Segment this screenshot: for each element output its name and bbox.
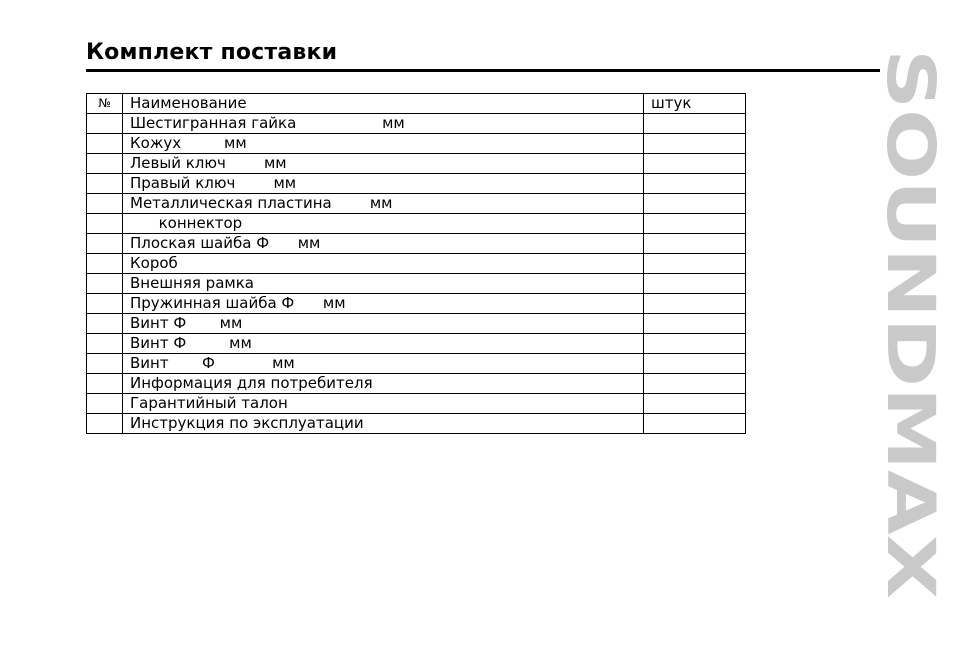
row-quantity-cell <box>644 154 746 174</box>
row-name-cell: Металлическая пластина мм <box>123 194 644 214</box>
row-name-cell: Пружинная шайба Ф мм <box>123 294 644 314</box>
row-number-cell <box>87 174 123 194</box>
table-row <box>87 154 746 174</box>
row-quantity-cell <box>644 234 746 254</box>
row-name-cell: Правый ключ мм <box>123 174 644 194</box>
row-number-cell <box>87 154 123 174</box>
table-row <box>87 414 746 434</box>
row-quantity-cell <box>644 354 746 374</box>
row-number-cell <box>87 394 123 414</box>
page-title: Комплект поставки <box>86 40 338 65</box>
row-number-cell <box>87 274 123 294</box>
row-quantity-cell <box>644 394 746 414</box>
table-row <box>87 234 746 254</box>
table-row <box>87 394 746 414</box>
row-number-cell <box>87 414 123 434</box>
row-number-cell <box>87 374 123 394</box>
row-number-cell <box>87 234 123 254</box>
table-row <box>87 214 746 234</box>
header-number: № <box>87 94 123 114</box>
table-row <box>87 354 746 374</box>
row-name-cell: Короб <box>123 254 644 274</box>
table-row <box>87 194 746 214</box>
row-number-cell <box>87 194 123 214</box>
row-name-cell: коннектор <box>123 214 644 234</box>
row-name-cell: Внешняя рамка <box>123 274 644 294</box>
row-number-cell <box>87 334 123 354</box>
table-row <box>87 254 746 274</box>
row-name-cell: Гарантийный талон <box>123 394 644 414</box>
row-quantity-cell <box>644 194 746 214</box>
row-name-cell: Плоская шайба Ф мм <box>123 234 644 254</box>
package-contents-table <box>86 93 746 434</box>
header-name: Наименование <box>123 94 644 114</box>
row-quantity-cell <box>644 254 746 274</box>
brand-name: SOUNDMAX <box>872 49 949 484</box>
row-name-cell: Шестигранная гайка мм <box>123 114 644 134</box>
row-quantity-cell <box>644 294 746 314</box>
row-number-cell <box>87 134 123 154</box>
row-quantity-cell <box>644 414 746 434</box>
table-row <box>87 274 746 294</box>
table-row <box>87 334 746 354</box>
row-name-cell: Винт Ф мм <box>123 354 644 374</box>
table-row <box>87 114 746 134</box>
row-name-cell: Информация для потребителя <box>123 374 644 394</box>
row-name-cell: Винт Ф мм <box>123 314 644 334</box>
title-underline <box>86 69 880 72</box>
row-quantity-cell <box>644 134 746 154</box>
row-name-cell: Кожух мм <box>123 134 644 154</box>
row-number-cell <box>87 354 123 374</box>
row-quantity-cell <box>644 334 746 354</box>
row-name-cell: Винт Ф мм <box>123 334 644 354</box>
row-number-cell <box>87 314 123 334</box>
row-name-cell: Левый ключ мм <box>123 154 644 174</box>
table-row <box>87 134 746 154</box>
row-quantity-cell <box>644 314 746 334</box>
row-quantity-cell <box>644 374 746 394</box>
table-row <box>87 174 746 194</box>
soundmax-logo <box>872 46 949 602</box>
table-row <box>87 294 746 314</box>
row-number-cell <box>87 254 123 274</box>
table-row <box>87 374 746 394</box>
row-quantity-cell <box>644 274 746 294</box>
row-number-cell <box>87 114 123 134</box>
row-quantity-cell <box>644 214 746 234</box>
header-quantity: штук <box>644 94 746 114</box>
row-name-cell: Инструкция по эксплуатации <box>123 414 644 434</box>
table-header-row <box>87 94 746 114</box>
row-number-cell <box>87 214 123 234</box>
row-quantity-cell <box>644 174 746 194</box>
row-number-cell <box>87 294 123 314</box>
row-quantity-cell <box>644 114 746 134</box>
table-row <box>87 314 746 334</box>
